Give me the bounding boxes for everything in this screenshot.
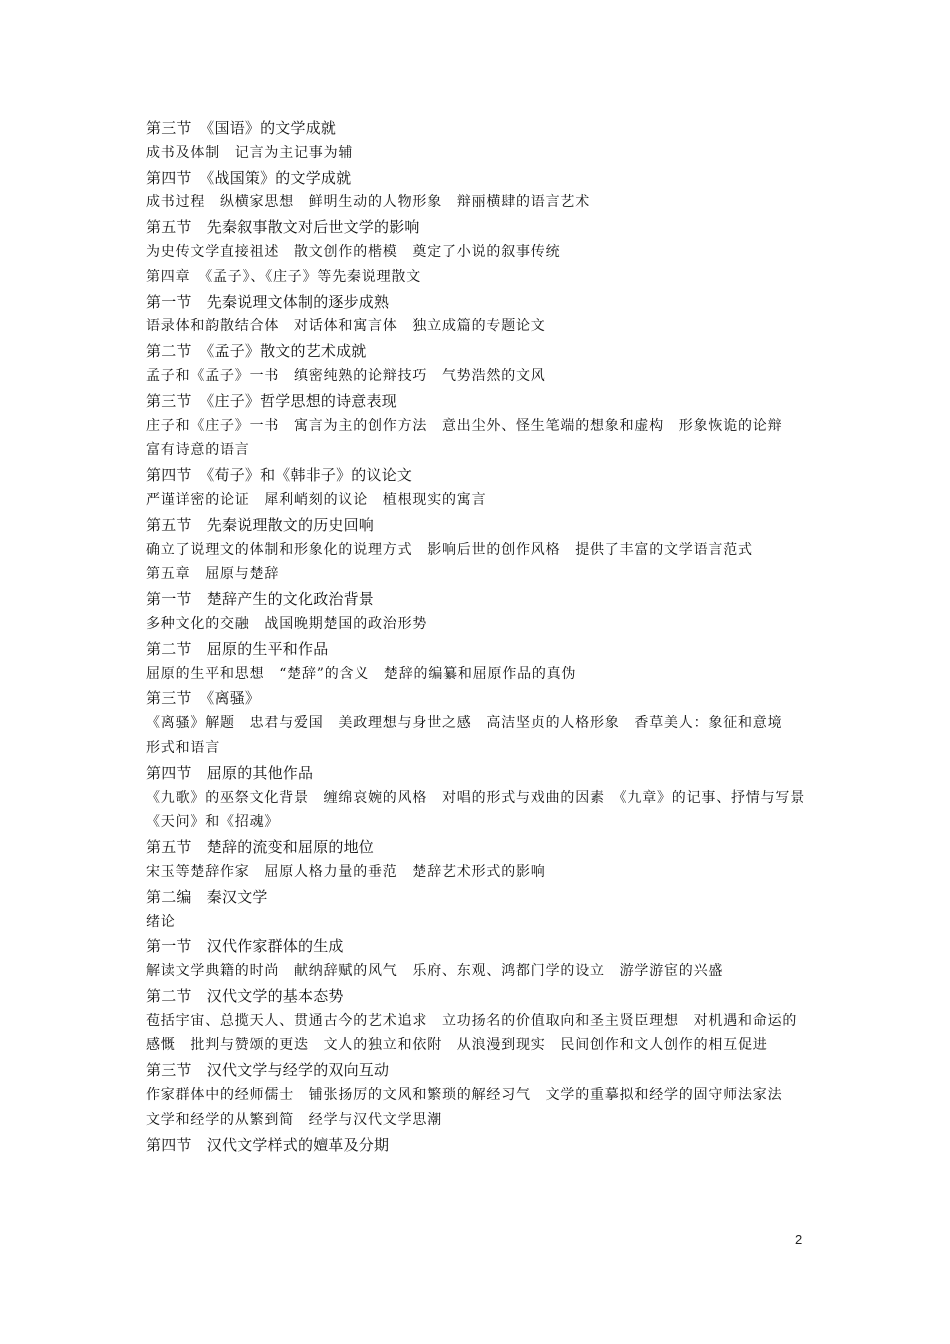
section-detail: 《九歌》的巫祭文化背景 缠绵哀婉的风格 对唱的形式与戏曲的因素 《九章》的记事、抒情与写景 《天问》和《招魂》 xyxy=(146,789,820,831)
section-detail: 成书及体制 记言为主记事为辅 xyxy=(146,144,354,161)
section-detail: 宋玉等楚辞作家 屈原人格力量的垂范 楚辞艺术形式的影响 xyxy=(146,863,546,880)
section-heading: 第二节 屈原的生平和作品 xyxy=(146,639,329,658)
section-heading: 第五节 楚辞的流变和屈原的地位 xyxy=(146,838,375,857)
page-number: 2 xyxy=(795,1232,803,1247)
section-detail: 确立了说理文的体制和形象化的说理方式 影响后世的创作风格 提供了丰富的文学语言范式 xyxy=(146,541,753,558)
section-detail: 为史传文学直接祖述 散文创作的楷模 奠定了小说的叙事传统 xyxy=(146,243,561,260)
section-heading: 第二节 汉代文学的基本态势 xyxy=(146,986,344,1005)
section-heading: 第一节 先秦说理文体制的逐步成熟 xyxy=(146,292,390,311)
section-heading: 第一节 楚辞产生的文化政治背景 xyxy=(146,590,375,609)
section-detail: 解读文学典籍的时尚 献纳辞赋的风气 乐府、东观、鸿都门学的设立 游学游宦的兴盛 xyxy=(146,963,724,980)
section-detail: 孟子和《孟子》一书 缜密纯熟的论辩技巧 气势浩然的文风 xyxy=(146,367,546,384)
section-detail: 苞括宇宙、总揽天人、贯通古今的艺术追求 立功扬名的价值取向和圣主贤臣理想 对机遇和命运的感慨 批判与赞颂的更迭 文人的独立和依附 从浪漫到现实 民间创作和文人创作的相互促进 xyxy=(146,1012,798,1054)
section-heading: 第三节 汉代文学与经学的双向互动 xyxy=(146,1061,390,1080)
section-detail: 成书过程 纵横家思想 鲜明生动的人物形象 辩丽横肆的语言艺术 xyxy=(146,194,590,211)
section-detail: 语录体和韵散结合体 对话体和寓言体 独立成篇的专题论文 xyxy=(146,318,546,335)
section-heading: 第四节 汉代文学样式的嬗革及分期 xyxy=(146,1135,390,1154)
section-heading: 第四节 屈原的其他作品 xyxy=(146,763,314,782)
section-heading: 第五节 先秦叙事散文对后世文学的影响 xyxy=(146,218,420,237)
section-detail: 屈原的生平和思想 “楚辞”的含义 楚辞的编纂和屈原作品的真伪 xyxy=(146,665,577,682)
section-heading: 第三节 《离骚》 xyxy=(146,689,261,708)
section-heading: 第三节 《国语》的文学成就 xyxy=(146,119,337,137)
section-detail: 第四章 《孟子》、《庄子》等先秦说理散文 xyxy=(146,268,421,285)
section-heading: 第三节 《庄子》哲学思想的诗意表现 xyxy=(146,391,397,410)
section-heading: 第四节 《战国策》的文学成就 xyxy=(146,168,352,187)
section-detail: 严谨详密的论证 犀利峭刻的议论 植根现实的寓言 xyxy=(146,491,487,508)
section-heading: 第二编 秦汉文学 xyxy=(146,887,268,906)
section-heading: 第四节 《荀子》和《韩非子》的议论文 xyxy=(146,466,413,485)
section-detail: 《离骚》解题 忠君与爱国 美政理想与身世之感 高洁坚贞的人格形象 香草美人：象征和意境 形式和语言 xyxy=(146,715,798,756)
section-heading: 第五节 先秦说理散文的历史回响 xyxy=(146,515,375,534)
section-detail: 绪论 xyxy=(146,913,176,930)
section-detail: 多种文化的交融 战国晚期楚国的政治形势 xyxy=(146,615,428,632)
section-detail: 作家群体中的经师儒士 铺张扬厉的文风和繁琐的解经习气 文学的重摹拟和经学的固守师法家法 文学和经学的从繁到简 经学与汉代文学思潮 xyxy=(146,1087,798,1128)
section-detail: 第五章 屈原与楚辞 xyxy=(146,566,280,583)
section-heading: 第一节 汉代作家群体的生成 xyxy=(146,937,344,956)
section-heading: 第二节 《孟子》散文的艺术成就 xyxy=(146,342,367,361)
document-body xyxy=(146,116,820,1157)
section-detail: 庄子和《庄子》一书 寓言为主的创作方法 意出尘外、怪生笔端的想象和虚构 形象恢诡的论辩 富有诗意的语言 xyxy=(146,417,798,459)
